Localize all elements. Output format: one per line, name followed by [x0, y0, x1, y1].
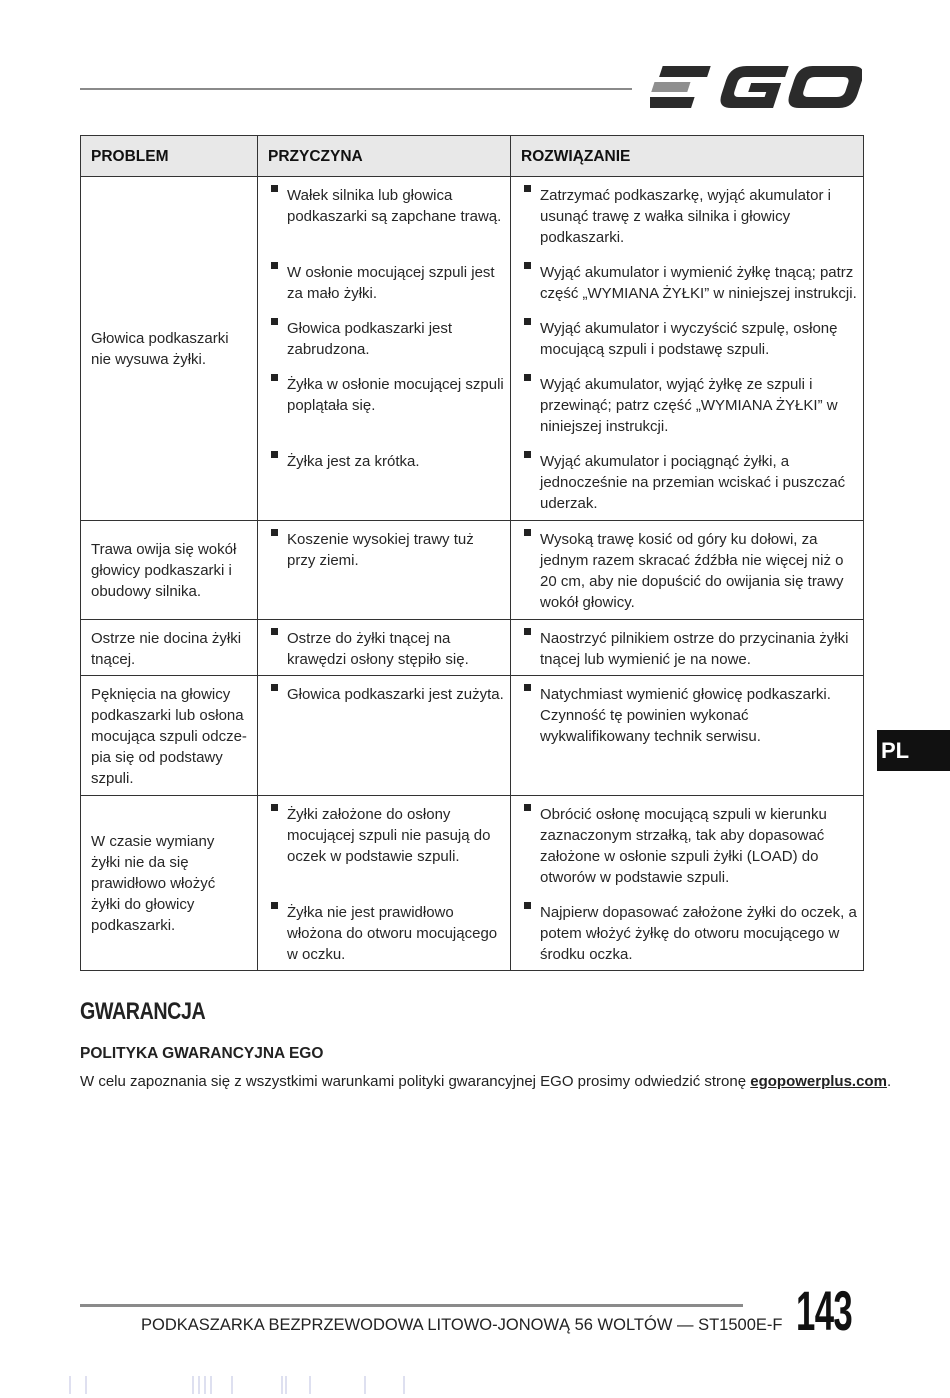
header-rule — [80, 88, 632, 90]
solution-item: Naostrzyć pilnikiem ostrze do przycinania żyłki tnącej lub wymienić je na nowe. — [511, 620, 863, 670]
problem-cell: W czasie wymiany żyłki nie da się prawidłowo włożyć żyłki do głowicy podkaszarki. — [81, 796, 258, 971]
cause-cell — [258, 177, 511, 521]
header-cause: PRZYCZYNA — [258, 136, 511, 177]
warranty-subtitle: POLITYKA GWARANCYJNA EGO — [80, 1045, 324, 1062]
solution-cell — [511, 620, 864, 676]
solution-item: Wyjąć akumulator i wymienić żyłkę tnącą; patrz część „WYMIANA ŻYŁKI” w niniejszej instrukcji. — [511, 254, 863, 310]
page-number: 143 — [796, 1279, 853, 1342]
cause-item: Żyłka nie jest prawidłowo włożona do otworu mocującego w oczku. — [258, 894, 510, 969]
table-row — [81, 676, 864, 796]
problem-cell: Trawa owija się wokół głowicy podkaszarki i obudowy silnika. — [81, 521, 258, 620]
solution-item: Wyjąć akumulator i wyczyścić szpulę, osłonę mocującą szpuli i podstawę szpuli. — [511, 310, 863, 366]
header-problem: PROBLEM — [81, 136, 258, 177]
solution-item: Wyjąć akumulator i pociągnąć żyłki, a jednocześnie na przemian wciskać i puszczać uderzak. — [511, 443, 863, 513]
cause-item: Koszenie wysokiej trawy tuż przy ziemi. — [258, 521, 510, 571]
table-row — [81, 177, 864, 521]
warranty-title: GWARANCJA — [80, 998, 206, 1025]
cause-cell — [258, 521, 511, 620]
header-solution: ROZWIĄZANIE — [511, 136, 864, 177]
cause-item: Wałek silnika lub głowica podkaszarki są zapchane trawą. — [258, 177, 510, 254]
warranty-text-end: . — [886, 1073, 892, 1090]
cause-item: W osłonie mocującej szpuli jest za mało żyłki. — [258, 254, 510, 310]
table-row — [81, 620, 864, 676]
cause-cell — [258, 796, 511, 971]
solution-cell — [511, 676, 864, 796]
solution-item: Obrócić osłonę mocującą szpuli w kierunku zaznaczonym strzałką, tak aby dopasować założone w osłonie szpuli żyłki (LOAD) do otworów w podstawie szpuli. — [511, 796, 863, 894]
egopowerplus-link[interactable]: egopowerplus.com — [750, 1073, 887, 1090]
solution-item: Wysoką trawę kosić od góry ku dołowi, za jednym razem skracać źdźbła nie więcej niż o 20 cm, aby nie dopuścić do owijania się trawy wokół głowicy. — [511, 521, 863, 613]
problem-cell: Ostrze nie docina żyłki tnącej. — [81, 620, 258, 676]
solution-item: Zatrzymać podkaszarkę, wyjąć akumulator i usunąć trawę z wałka silnika i głowicy podkaszarki. — [511, 177, 863, 254]
ego-logo — [650, 62, 862, 112]
solution-cell — [511, 796, 864, 971]
problem-cell: Głowica podkaszarki nie wysuwa żyłki. — [81, 177, 258, 521]
cause-cell — [258, 676, 511, 796]
print-registration-marks — [60, 1374, 460, 1394]
warranty-text-body: W celu zapoznania się z wszystkimi warunkami polityki gwarancyjnej EGO prosimy odwiedzić stronę — [80, 1073, 751, 1090]
cause-item: Ostrze do żyłki tnącej na krawędzi osłony stępiło się. — [258, 620, 510, 670]
table-row — [81, 521, 864, 620]
solution-cell — [511, 521, 864, 620]
warranty-text — [80, 1073, 891, 1090]
solution-item: Najpierw dopasować założone żyłki do oczek, a potem włożyć żyłkę do otworu mocującego w środku oczka. — [511, 894, 863, 969]
problem-cell: Pęknięcia na głowicy podkaszarki lub osłona mocująca szpuli odcze-pia się od podstawy szpuli. — [81, 676, 258, 796]
table-row — [81, 796, 864, 971]
footer-rule — [80, 1304, 743, 1307]
table-header-row — [81, 136, 864, 177]
footer-product-title: PODKASZARKA BEZPRZEWODOWA LITOWO-JONOWĄ 56 WOLTÓW — ST1500E-F — [141, 1316, 783, 1334]
cause-item: Żyłka jest za krótka. — [258, 443, 510, 513]
solution-cell — [511, 177, 864, 521]
cause-item: Głowica podkaszarki jest zużyta. — [258, 676, 510, 705]
cause-cell — [258, 620, 511, 676]
cause-item: Żyłka w osłonie mocującej szpuli poplątała się. — [258, 366, 510, 443]
solution-item: Natychmiast wymienić głowicę podkaszarki. Czynność tę powinien wykonać wykwalifikowany technik serwisu. — [511, 676, 863, 747]
language-tab: PL — [877, 730, 950, 771]
cause-item: Głowica podkaszarki jest zabrudzona. — [258, 310, 510, 366]
troubleshooting-table — [80, 135, 864, 971]
solution-item: Wyjąć akumulator, wyjąć żyłkę ze szpuli i przewinąć; patrz część „WYMIANA ŻYŁKI” w niniejszej instrukcji. — [511, 366, 863, 443]
cause-item: Żyłki założone do osłony mocującej szpuli nie pasują do oczek w podstawie szpuli. — [258, 796, 510, 894]
